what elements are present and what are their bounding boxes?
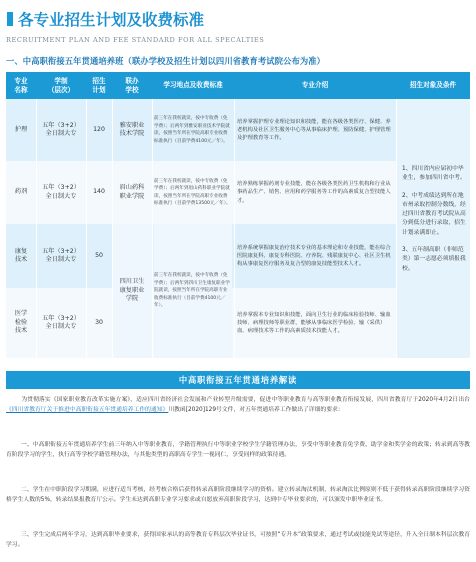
cell-intro: 培养系统掌握康复治疗技术专业的基本理论和专业技能，能在综合医院康复科、康复专科医院、疗养院、残联康复中心、社区卫生机构从事康复医疗服务及复合型的康复技能型技术人才。 (237, 244, 391, 268)
cell-intro: 培养掌握本专业知识和技能，面向卫生行业的临床检验技师、输血技师、病理技师等职业群，能够从事临床医学检验、输（采供）血、病理技术等工作的高素质技术技能人才。 (237, 311, 391, 335)
cell-plan: 140 (93, 188, 105, 196)
header-school: 联办 学校 (125, 77, 139, 94)
header-major-name: 专业 名称 (14, 77, 28, 94)
object-item: 3、五年制高职（非师范类）第一志愿必须填报我校。 (402, 247, 466, 272)
cell-major-name: 康复 技术 (14, 247, 28, 263)
paragraph-intro (6, 395, 470, 415)
column-divider (86, 99, 87, 358)
column-divider (112, 99, 113, 358)
column-divider (234, 99, 235, 358)
section-title: 一、中高职衔接五年贯通培养班（联办学校及招生计划以四川省教育考试院公布为准） (6, 56, 326, 66)
cell-plan: 50 (95, 251, 103, 259)
page-title: 各专业招生计划及收费标准 (18, 11, 205, 29)
intro-text-b: 川教函[2020]129号文件，对五年贯通培养工作做出了详细的要求： (168, 407, 344, 413)
cell-system: 五年（3+2） 全日制大专 (42, 184, 80, 200)
cell-major-name: 医学 检验 技术 (14, 310, 28, 335)
paragraph-one (6, 440, 470, 460)
page-header (0, 6, 476, 44)
paragraph-three-text: 三、学生完成后两年学习，达到高职毕业要求，获得国家承认的高等教育专科层次毕业证书，可按照“专升本”政策要求，通过考试或技能免试等途径，升入全日制本科层次教育学习。 (6, 532, 470, 548)
header-system: 学制 （层次） (47, 77, 75, 94)
object-item: 2、中考成绩达到所在地市州录取控制分数线，经过四川省教育考试院从高分到低分进行录取，招生计划录满即止。 (402, 192, 466, 236)
cell-intro: 培养掌握护理专业理论知识和技能，能在各级各类医疗、保健、养老机构及社区卫生服务中心等从事临床护理、预防保健、护理管理及护理教育等工作。 (237, 118, 391, 142)
page-subtitle: RECRUITMENT PLAN AND FEE STANDARD FOR ALL SPECALTIES (6, 36, 265, 44)
header-intro: 专业介绍 (301, 81, 329, 90)
enrollment-objects (396, 99, 470, 358)
interpretation-banner (6, 371, 470, 389)
cell-intro: 培养熟练掌握药剂专业技能，能在各级各类医药卫生机构和行业从事药品生产、销售、应用和药学服务等工作的高素质复合型技能人才。 (237, 181, 391, 204)
header-plan: 招生 计划 (92, 77, 106, 94)
cell-major-name: 护理 (14, 125, 28, 133)
interpretation-title: 中高职衔接五年贯通培养解读 (178, 375, 298, 385)
cell-major-name: 药剂 (14, 188, 28, 196)
cell-plan: 120 (93, 125, 105, 133)
cell-school: 眉山药科 职业学院 (119, 184, 145, 200)
column-divider (36, 99, 37, 358)
title-accent-bar (7, 12, 13, 26)
notice-link-text: 《四川省教育厅关于推进中高职衔接五年贯通培养工作的通知》 (6, 407, 169, 413)
column-divider (396, 99, 397, 358)
intro-text-a: 为贯彻落实《国家职业教育改革实施方案》，适应四川省经济社会发展和产业转型升级需要，促进中等职业教育与高等职业教育衔接发展，四川省教育厅于2020年4月2日出台 (21, 397, 470, 403)
table-header (6, 72, 470, 99)
cell-system: 五年（3+2） 全日制大专 (42, 121, 80, 137)
cell-school-merged: 四川卫生 康复职业 学院 (112, 224, 152, 358)
cell-system: 五年（3+2） 全日制大专 (42, 247, 80, 263)
paragraph-three (6, 530, 470, 550)
paragraph-two-text: 二、学生在中职阶段学习期满，应进行适当考核，经考核合格后获得转录高职阶段继续学习的资格。建立转录淘汰机制，转录淘汰比例原则不低于获得转录高职阶段继续学习资格学生人数的5%，转录结果报教育厅公示。学生未达到高职专业学习要求或自愿放弃高职阶段学习，达到中专毕业要求的，可以颁发中职毕业证书。 (6, 487, 470, 503)
object-item: 1、四川省内应届初中毕业生，参加四川省中考。 (402, 166, 466, 182)
paragraph-one-text: 一、中高职衔接五年贯通培养学生前三年纳入中等职业教育，学籍管理执行中等职业学校学生学籍管理办法，享受中等职业教育免学费、助学金和奖学金的政策；转录到高等教育阶段学习的学生，执行高等学校学籍管理办法，与其他类型的高职高专学生一视同仁，享受同样的政策待遇。 (6, 442, 470, 458)
cell-fee-merged: 前三年在我校就读，按中专收费（免学费）；后两年到四川卫生康复职业学院就读，按照当年所在学院高职专业收费标准执行（目前学费4100元／年）。 (154, 224, 232, 358)
column-divider (152, 99, 153, 358)
header-fee: 学习地点及收费标准 (163, 81, 223, 90)
cell-system: 五年（3+2） 全日制大专 (42, 314, 80, 330)
paragraph-two (6, 485, 470, 505)
cell-plan: 30 (95, 318, 103, 326)
cell-fee: 前三年在我校就读，按中专收费（免学费）；后两年到雅安职业技术学院就读，按照当年所在学院高职专业收费标准执行（目前学费4100元／年）。 (154, 116, 230, 144)
cell-school: 雅安职业 技术学院 (119, 121, 145, 137)
header-objects: 招生对象及条件 (409, 81, 457, 90)
cell-fee: 前三年在我校就读，按中专收费（免学费）；后两年到眉山药科职业学院就读，按照当年所在学院高职专业收费标准执行（目前学费13500元／年）。 (154, 178, 231, 206)
enrollment-table (6, 72, 470, 358)
